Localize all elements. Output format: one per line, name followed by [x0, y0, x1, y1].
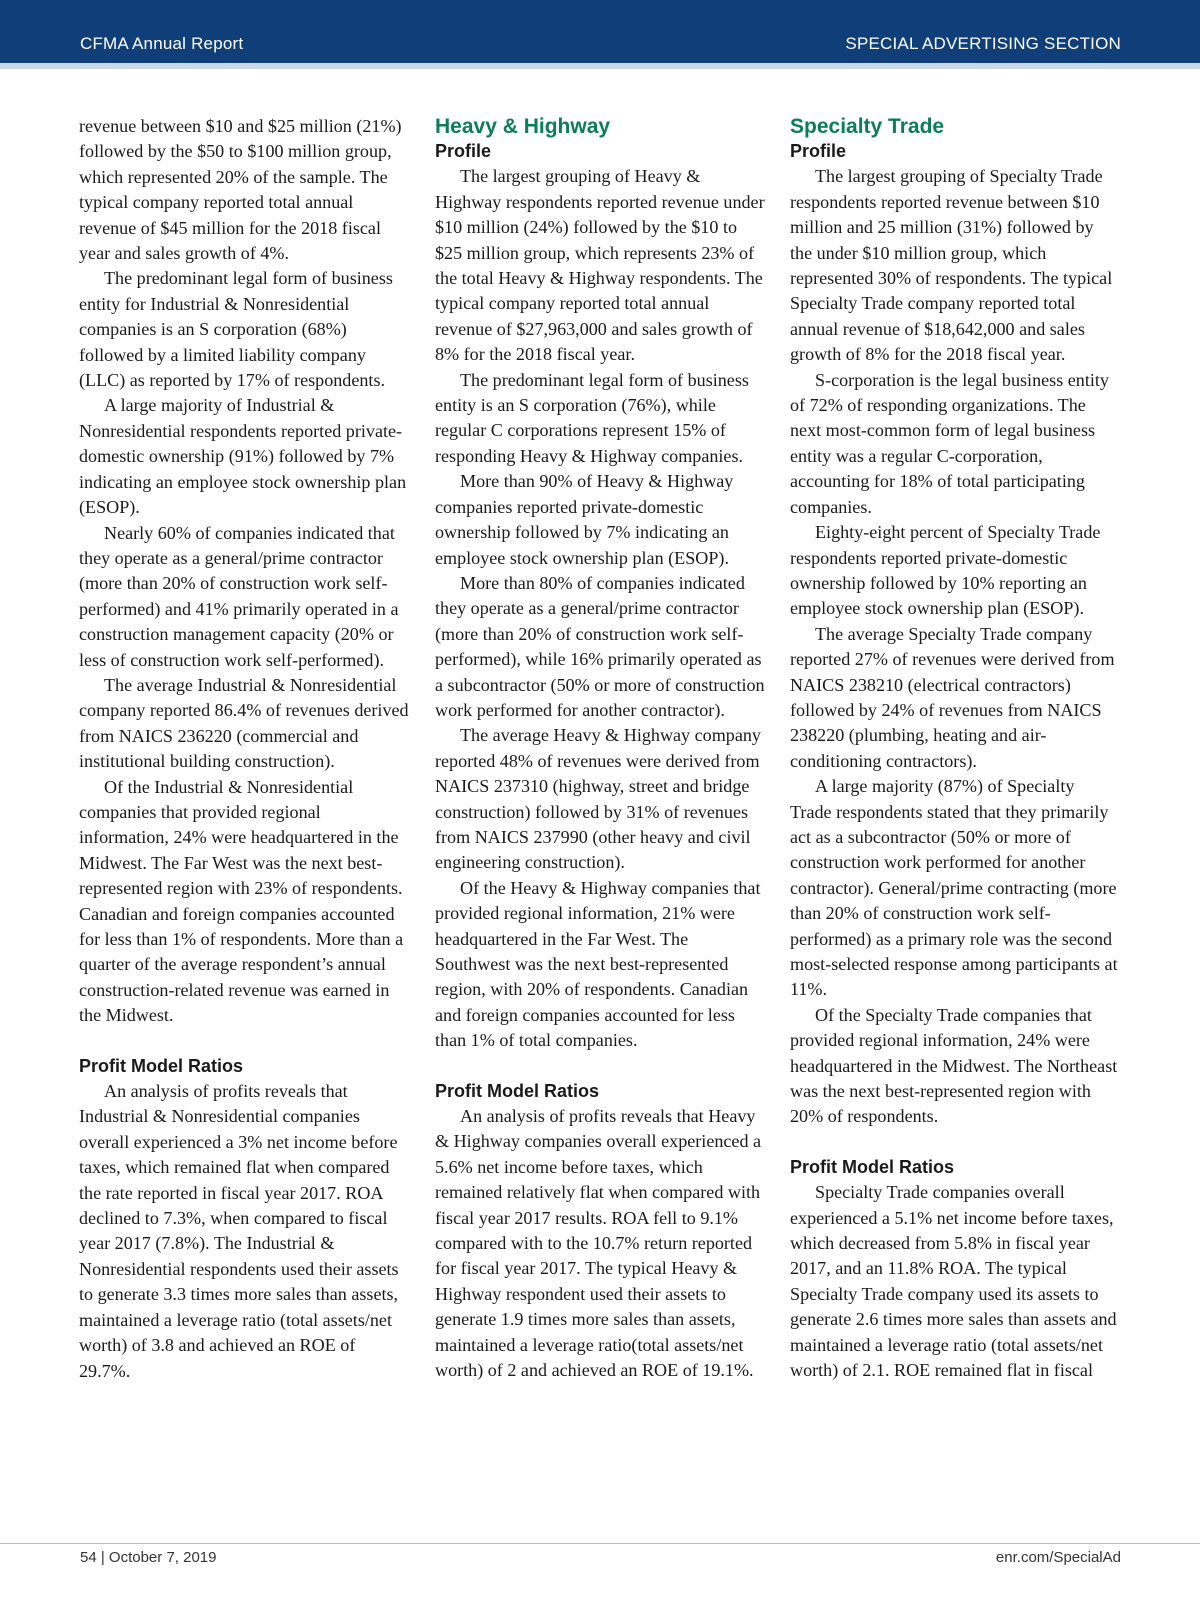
paragraph: More than 90% of Heavy & Highway companies reported private-domestic ownership followed by 7% indicating an employee stock ownership plan (ESOP). — [435, 471, 734, 568]
section-title: Heavy & Highway — [435, 115, 611, 138]
footer-url: enr.com/SpecialAd — [995, 1549, 1121, 1566]
header-rule — [0, 63, 1200, 69]
paragraph: The largest grouping of Specialty Trade respondents reported revenue between $10 million and 25 million (31%) followed by the under $10 million group, which represented 30% of respondents. The typical Specialty Trade company reported total annual revenue of $18,642,000 and sales growth of 8% for the 2018 fiscal year. — [790, 166, 1113, 365]
section-label: SPECIAL ADVERTISING SECTION — [845, 34, 1121, 53]
profile-heading: Profile — [435, 141, 492, 161]
profit-heading: Profit Model Ratios — [435, 1080, 600, 1101]
paragraph: Of the Heavy & Highway companies that provided regional information, 21% were headquartered in the Far West. The Southwest was the next best-represented region, with 20% of respondents. Canadian and foreign companies accounted for less than 1% of total companies. — [435, 877, 761, 1051]
paragraph: Specialty Trade companies overall experienced a 5.1% net income before taxes, which decreased from 5.8% in fiscal year 2017, and an 11.8% ROA. The typical Specialty Trade company used its assets to generate 2.6 times more sales than assets and maintained a leverage ratio (total assets/net worth) of 2.1. ROE remained flat in fiscal — [790, 1182, 1117, 1381]
paragraph: An analysis of profits reveals that Heavy & Highway companies overall experienced a 5.6% net income before taxes, which remained relatively flat when compared with fiscal year 2017 results. ROA fell to 9.1% compared with to the 10.7% return reported for fiscal year 2017. The typical Heavy & Highway respondent used their assets to generate 1.9 times more sales than assets, maintained a leverage ratio(total assets/net worth) of 2 and achieved an ROE of 19.1%. — [435, 1106, 762, 1381]
profile-heading: Profile — [790, 141, 847, 161]
page-header-bar — [0, 0, 1200, 63]
paragraph: Nearly 60% of companies indicated that they operate as a general/prime contractor (more than 20% of construction work self-performed) and 41% primarily operated in a construction management capacity (20% or less of construction work self-performed). — [79, 522, 399, 670]
paragraph: A large majority of Industrial & Nonresidential respondents reported private-domestic ownership (91%) followed by 7% indicating an employee stock ownership plan (ESOP). — [79, 395, 407, 518]
paragraph: The predominant legal form of business entity is an S corporation (76%), while regular C corporations represent 15% of responding Heavy & Highway companies. — [435, 369, 749, 466]
column-specialty-trade — [790, 114, 1120, 1384]
paragraph: Of the Specialty Trade companies that provided regional information, 24% were headquartered in the Midwest. The Northeast was the next best-represented region with 20% of respondents. — [790, 1004, 1118, 1127]
section-title: Specialty Trade — [790, 115, 945, 138]
page-number-date: 54 | October 7, 2019 — [80, 1549, 217, 1566]
paragraph: Of the Industrial & Nonresidential companies that provided regional information, 24% were headquartered in the Midwest. The Far West was the next best-represented region with 23% of respondents. Canadian and foreign companies accounted for less than 1% of respondents. More than a quarter of the average respondent’s annual construction-related revenue was earned in the Midwest. — [79, 776, 404, 1026]
profit-heading: Profit Model Ratios — [790, 1156, 955, 1177]
paragraph: Eighty-eight percent of Specialty Trade respondents reported private-domestic ownership followed by 10% reporting an employee stock ownership plan (ESOP). — [790, 522, 1101, 619]
column-industrial — [79, 114, 409, 1384]
footer-rule — [0, 1543, 1200, 1544]
paragraph: An analysis of profits reveals that Industrial & Nonresidential companies overall experienced a 3% net income before taxes, which remained flat when compared the rate reported in fiscal year 2017. ROA declined to 7.3%, when compared to fiscal year 2017 (7.8%). The Industrial & Nonresidential respondents used their assets to generate 3.3 times more sales than assets, maintained a leverage ratio (total assets/net worth) of 3.8 and achieved an ROE of 29.7%. — [79, 1081, 399, 1381]
paragraph: The average Specialty Trade company reported 27% of revenues were derived from NAICS 238210 (electrical contractors) followed by 24% of revenues from NAICS 238220 (plumbing, heating and air-conditioning contractors). — [790, 623, 1115, 771]
paragraph: The average Heavy & Highway company reported 48% of revenues were derived from NAICS 237310 (highway, street and bridge construction) followed by 31% of revenues from NAICS 237990 (other heavy and civil engineering construction). — [435, 725, 761, 873]
paragraph: A large majority (87%) of Specialty Trade respondents stated that they primarily act as a subcontractor (50% or more of construction work performed for another contractor). General/prime contracting (more than 20% of construction work self-performed) as a primary role was the second most-selected response among participants at 11%. — [790, 776, 1118, 1000]
paragraph: S-corporation is the legal business entity of 72% of responding organizations. The next most-common form of legal business entity was a regular C-corporation, accounting for 18% of total participating companies. — [790, 369, 1109, 517]
paragraph: More than 80% of companies indicated they operate as a general/prime contractor (more than 20% of construction work self-performed), while 16% primarily operated as a subcontractor (50% or more of construction work performed for another contractor). — [435, 572, 765, 720]
paragraph: revenue between $10 and $25 million (21%) followed by the $50 to $100 million group, which represented 20% of the sample. The typical company reported total annual revenue of $45 million for the 2018 fiscal year and sales growth of 4%. — [79, 116, 402, 264]
paragraph: The largest grouping of Heavy & Highway respondents reported revenue under $10 million (24%) followed by the $10 to $25 million group, which represents 23% of the total Heavy & Highway respondents. The typical company reported total annual revenue of $27,963,000 and sales growth of 8% for the 2018 fiscal year. — [435, 166, 765, 365]
publication-title: CFMA Annual Report — [80, 34, 244, 53]
column-heavy-highway — [435, 114, 765, 1384]
paragraph: The predominant legal form of business entity for Industrial & Nonresidential companies is an S corporation (68%) followed by a limited liability company (LLC) as reported by 17% of respondents. — [79, 268, 393, 391]
paragraph: The average Industrial & Nonresidential company reported 86.4% of revenues derived from NAICS 236220 (commercial and institutional building construction). — [79, 674, 409, 772]
profit-heading: Profit Model Ratios — [79, 1055, 244, 1076]
